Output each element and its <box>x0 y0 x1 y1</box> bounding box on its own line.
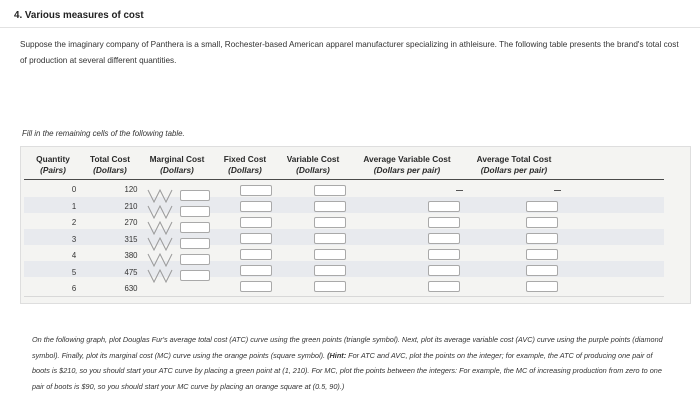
quantity-cell: 0 <box>71 185 77 194</box>
fixed-cost-input-4[interactable] <box>240 249 272 260</box>
zigzag-connector <box>148 190 172 202</box>
header-total-cost-name: Total Cost <box>90 154 130 164</box>
marginal-cost-input-6[interactable] <box>180 270 210 281</box>
header-average-total-cost <box>466 154 562 175</box>
zigzag-connector <box>148 206 172 218</box>
graph-instructions-part1: On the following graph, plot Douglas Fur's average total cost (ATC) curve using the green points (triangle symbol). Next, plot its average variable cost (AVC) curve using the purple points (diamond symbol). Finally, plot its marginal cost (MC) curve using the orange points (square symbol). <box>32 335 663 360</box>
hint-label: (Hint: <box>327 350 347 360</box>
zigzag-connector <box>148 238 172 250</box>
average-variable-cost-input-4[interactable] <box>428 249 460 260</box>
average-total-cost-input-1[interactable] <box>526 201 558 212</box>
variable-cost-input-3[interactable] <box>314 233 346 244</box>
header-avc-name: Average Variable Cost <box>363 154 451 164</box>
variable-cost-input-4[interactable] <box>314 249 346 260</box>
quantity-cell: 2 <box>71 218 77 227</box>
table-bottom-rule <box>24 296 664 297</box>
header-atc-unit: (Dollars per pair) <box>480 165 548 175</box>
header-quantity-name: Quantity <box>36 154 70 164</box>
variable-cost-input-0[interactable] <box>314 185 346 196</box>
total-cost-cell: 475 <box>124 268 138 277</box>
avc-dash-placeholder <box>456 190 463 191</box>
average-variable-cost-input-5[interactable] <box>428 265 460 276</box>
header-marginal-cost-name: Marginal Cost <box>149 154 205 164</box>
marginal-cost-input-2[interactable] <box>180 206 210 217</box>
header-fixed-cost-unit: (Dollars) <box>228 165 262 175</box>
total-cost-cell: 210 <box>124 202 138 211</box>
header-variable-cost <box>280 154 346 175</box>
atc-dash-placeholder <box>554 190 561 191</box>
graph-instructions <box>32 332 672 394</box>
average-total-cost-input-6[interactable] <box>526 281 558 292</box>
quantity-cell: 5 <box>71 268 77 277</box>
fixed-cost-input-6[interactable] <box>240 281 272 292</box>
average-variable-cost-input-6[interactable] <box>428 281 460 292</box>
zigzag-connector <box>148 270 172 282</box>
fixed-cost-input-5[interactable] <box>240 265 272 276</box>
header-quantity <box>30 154 76 175</box>
marginal-cost-input-1[interactable] <box>180 190 210 201</box>
header-marginal-cost <box>143 154 211 175</box>
header-quantity-unit: (Pairs) <box>40 165 66 175</box>
variable-cost-input-2[interactable] <box>314 217 346 228</box>
marginal-cost-input-3[interactable] <box>180 222 210 233</box>
header-total-cost-unit: (Dollars) <box>93 165 127 175</box>
header-variable-cost-name: Variable Cost <box>286 154 340 164</box>
total-cost-cell: 380 <box>124 251 138 260</box>
fixed-cost-input-0[interactable] <box>240 185 272 196</box>
table-instruction: Fill in the remaining cells of the following table. <box>22 129 185 138</box>
average-total-cost-input-2[interactable] <box>526 217 558 228</box>
zigzag-connector <box>148 222 172 234</box>
marginal-cost-input-5[interactable] <box>180 254 210 265</box>
header-variable-cost-unit: (Dollars) <box>296 165 330 175</box>
graph-instructions-part2: For ATC and AVC, plot the points on the integer; for example, the ATC of producing one pair of boots is $210, so you should start your ATC curve by placing a green point at (1, 210). For MC, plot the points between the integers: For example, the MC of increasing production from zero to one pair of boots is $90, so you should start your MC curve by placing an orange square at (0.5, 90).) <box>32 350 662 391</box>
header-atc-name: Average Total Cost <box>476 154 552 164</box>
marginal-cost-input-4[interactable] <box>180 238 210 249</box>
header-fixed-cost <box>218 154 272 175</box>
quantity-cell: 6 <box>71 284 77 293</box>
average-total-cost-input-5[interactable] <box>526 265 558 276</box>
header-average-variable-cost <box>354 154 460 175</box>
average-total-cost-input-3[interactable] <box>526 233 558 244</box>
quantity-cell: 3 <box>71 235 77 244</box>
fixed-cost-input-3[interactable] <box>240 233 272 244</box>
title-divider <box>0 27 700 28</box>
header-marginal-cost-unit: (Dollars) <box>160 165 194 175</box>
variable-cost-input-1[interactable] <box>314 201 346 212</box>
quantity-cell: 1 <box>71 202 77 211</box>
average-variable-cost-input-1[interactable] <box>428 201 460 212</box>
variable-cost-input-5[interactable] <box>314 265 346 276</box>
total-cost-cell: 630 <box>124 284 138 293</box>
intro-paragraph: Suppose the imaginary company of Panthera is a small, Rochester-based American apparel manufacturer specializing in athleisure. The following table presents the brand's total cost of production at several different quantities. <box>20 40 679 65</box>
header-avc-unit: (Dollars per pair) <box>373 165 441 175</box>
total-cost-cell: 315 <box>124 235 138 244</box>
total-cost-cell: 270 <box>124 218 138 227</box>
table-header-rule <box>24 179 664 180</box>
quantity-cell: 4 <box>71 251 77 260</box>
total-cost-cell: 120 <box>124 185 138 194</box>
zigzag-connector <box>148 254 172 266</box>
average-total-cost-input-4[interactable] <box>526 249 558 260</box>
average-variable-cost-input-2[interactable] <box>428 217 460 228</box>
fixed-cost-input-2[interactable] <box>240 217 272 228</box>
variable-cost-input-6[interactable] <box>314 281 346 292</box>
marginal-cost-zigzag-inputs <box>146 188 178 284</box>
question-title: 4. Various measures of cost <box>14 10 144 21</box>
average-variable-cost-input-3[interactable] <box>428 233 460 244</box>
header-total-cost <box>84 154 136 175</box>
fixed-cost-input-1[interactable] <box>240 201 272 212</box>
header-fixed-cost-name: Fixed Cost <box>223 154 267 164</box>
